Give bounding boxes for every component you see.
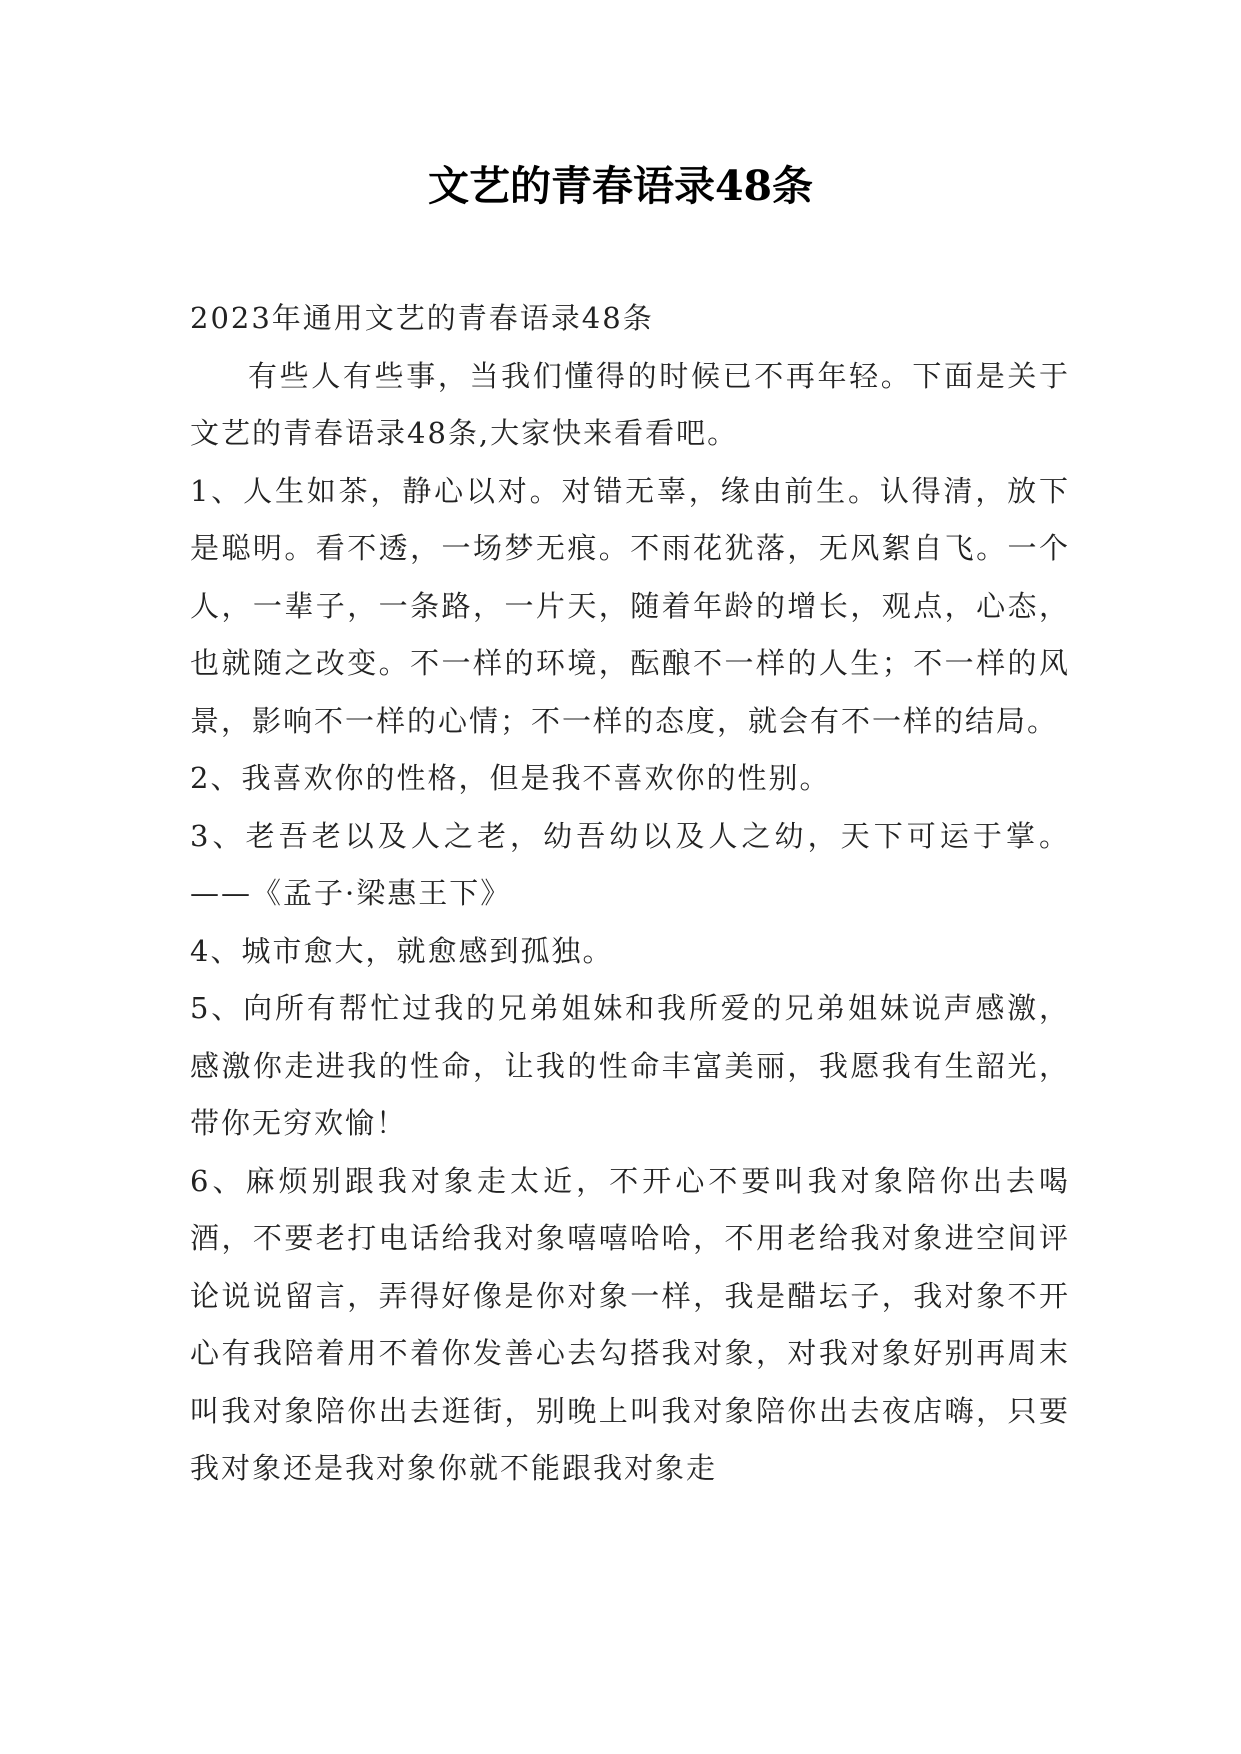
intro-paragraph: 有些人有些事，当我们懂得的时候已不再年轻。下面是关于文艺的青春语录48条,大家快来看看吧。 xyxy=(190,358,1070,450)
list-item: 4、城市愈大，就愈感到孤独。 xyxy=(190,933,614,968)
list-item: 6、麻烦别跟我对象走太近，不开心不要叫我对象陪你出去喝酒，不要老打电话给我对象嘻嘻哈哈，不用老给我对象进空间评论说说留言，弄得好像是你对象一样，我是醋坛子，我对象不开心有我陪着用不着你发善心去勾搭我对象，对我对象好别再周末叫我对象陪你出去逛街，别晚上叫我对象陪你出去夜店嗨，只要我对象还是我对象你就不能跟我对象走 xyxy=(190,1163,1070,1485)
list-item: 3、老吾老以及人之老，幼吾幼以及人之幼，天下可运于掌。——《孟子·梁惠王下》 xyxy=(190,818,1070,910)
document-body xyxy=(190,290,1070,1498)
list-item: 5、向所有帮忙过我的兄弟姐妹和我所爱的兄弟姐妹说声感激，感激你走进我的性命，让我的性命丰富美丽，我愿我有生韶光，带你无穷欢愉！ xyxy=(190,991,1070,1140)
list-item: 1、人生如茶，静心以对。对错无辜，缘由前生。认得清，放下是聪明。看不透，一场梦无痕。不雨花犹落，无风絮自飞。一个人，一辈子，一条路，一片天，随着年龄的增长，观点，心态，也就随之改变。不一样的环境，酝酿不一样的人生；不一样的风景，影响不一样的心情；不一样的态度，就会有不一样的结局。 xyxy=(190,473,1070,738)
document-title: 文艺的青春语录48条 xyxy=(427,162,814,210)
document-subtitle: 2023年通用文艺的青春语录48条 xyxy=(190,301,654,335)
list-item: 2、我喜欢你的性格，但是我不喜欢你的性别。 xyxy=(190,761,831,795)
